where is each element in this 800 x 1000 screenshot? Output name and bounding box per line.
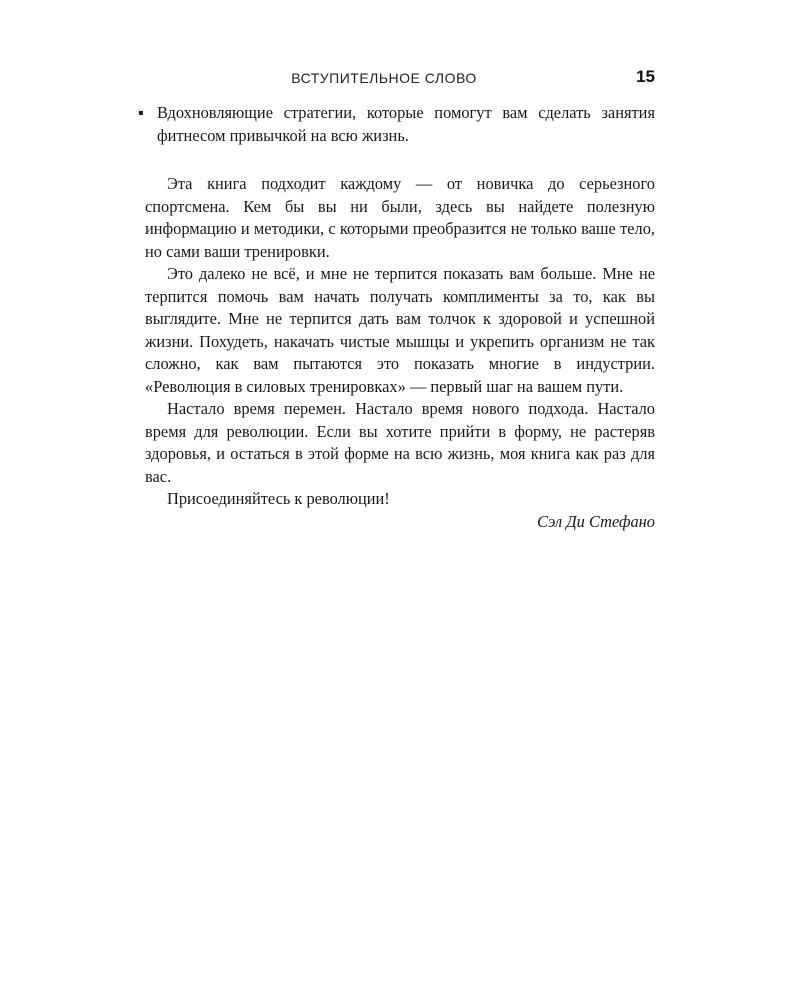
paragraph-intro: Эта книга подходит каждому — от новичка до серьезного спортсмена. Кем бы вы ни были, здесь вы найдете полезную информацию и методики, с которыми преобразится не только ваше тело, но сами ваши тренировки. bbox=[145, 174, 655, 261]
paragraph-call-to-action: Присоединяйтесь к революции! bbox=[167, 489, 390, 508]
bullet-text: Вдохновляющие стратегии, которые помогут вам сделать занятия фитнесом привычкой на всю жизнь. bbox=[157, 103, 655, 145]
bullet-list-item bbox=[138, 102, 655, 147]
running-title: ВСТУПИТЕЛЬНОЕ СЛОВО bbox=[291, 70, 477, 86]
author-signature: Сэл Ди Стефано bbox=[537, 511, 655, 531]
page-number: 15 bbox=[636, 67, 655, 86]
page-header bbox=[145, 66, 655, 94]
page-content bbox=[138, 102, 655, 533]
paragraph-more: Это далеко не всё, и мне не терпится показать вам больше. Мне не терпится помочь вам начать получать комплименты за то, как вы выглядите. Мне не терпится дать вам толчок к здоровой и успешной жизни. Похудеть, накачать чистые мышцы и укрепить организм не так сложно, как вам пытаются это показать многие в индустрии. «Революция в силовых тренировках» — первый шаг на вашем пути. bbox=[145, 264, 655, 396]
paragraph-change: Настало время перемен. Настало время нового подхода. Настало время для революции. Если вы хотите прийти в форму, не растеряв здоровья, и остаться в этой форме на всю жизнь, моя книга как раз для вас. bbox=[145, 399, 655, 486]
bullet-square-icon: ▪ bbox=[138, 103, 144, 122]
